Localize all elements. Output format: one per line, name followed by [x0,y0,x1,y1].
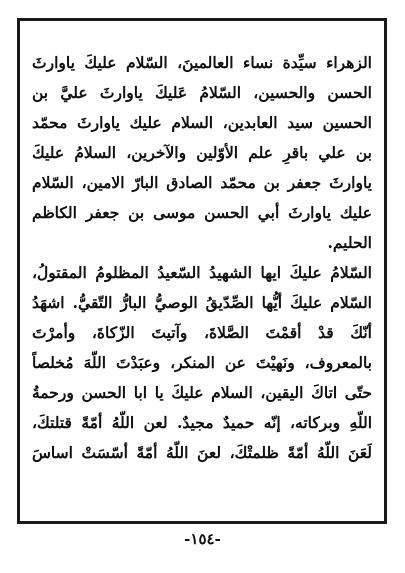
page-number: -١٥٤- [184,530,221,548]
text-line: ياوارثَ جعفر بن محمّد الصادق البارّ الامين، السّلام [32,173,372,192]
paragraph-2 [32,258,372,468]
text-line: الزهراء سيِّدة نساء العالمينَ، السّلام عليكَ ياوارثَ [32,53,372,72]
text-line: عليك ياوارثَ أبي الحسن موسى بن جعفر الكاظم [32,203,372,222]
text-line: أنّكَ قدْ أقمْتَ الصَّلاةَ، وآتيتَ الزّكاةَ، وأمرْتَ [32,323,372,342]
paragraph-1 [32,48,372,258]
page-frame [17,18,387,524]
text-line: الحليم. [327,233,372,252]
text-line: الحسين سيد العابدين، السلام عليك ياوارثَ محمّد [32,113,372,132]
text-line: الحسن والحسين، السّلامُ عَليكَ ياوارثَ عليَّ بن [32,83,372,102]
text-line: حتّى اتاكَ اليقين، السلام عليكَ يا ابا الحسن ورحمةُ [32,383,372,402]
text-line: لَعَنَ اللّهُ أمّةً ظلمتْكَ، لعنَ اللّهُ أمّةً أسّسَتْ اساسَ [32,443,372,462]
text-line: بالمعروف، ونَهيْتَ عن المنكر، وعبَدْتَ اللّهَ مُخلصاً [32,353,372,372]
text-line: بن علي باقرِ علم الأوّلين والآخرين، السلامُ عليكَ [32,143,372,162]
text-line: السّلامُ عليكَ ايها الشهيدُ السّعيدُ المظلومُ المقتولُ، [32,263,372,282]
text-line: السّلام عليكَ أيُّها الصِّدّيقُ الوصيُّ البارُّ التّقيُّ. اشهَدُ [32,293,372,312]
text-line: اللّهِ وبركاته، إنّه حميدٌ مجيدٌ. لعن اللّهُ أمّةً قتلتكَ، [32,413,372,432]
